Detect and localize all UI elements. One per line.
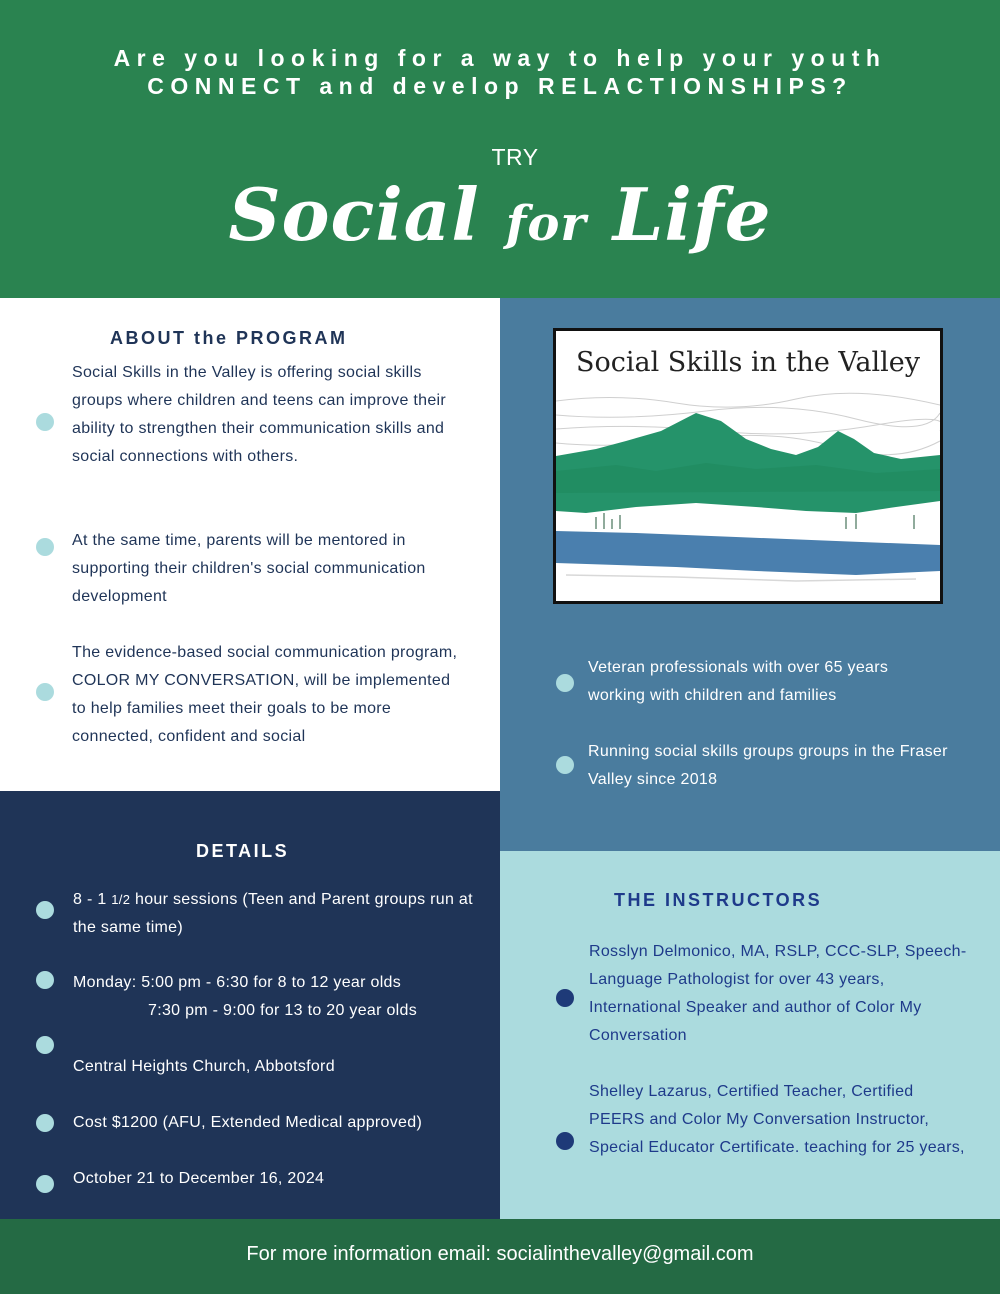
instructors-title: THE INSTRUCTORS: [614, 890, 823, 910]
program-logo: [553, 328, 943, 604]
details-cost: Cost $1200 (AFU, Extended Medical approved): [73, 1114, 423, 1131]
highlight-item-2: Running social skills groups groups in the Fraser Valley since 2018: [588, 743, 948, 788]
bullet-dot-icon: [36, 683, 54, 701]
details-session-rest: hour sessions (Teen and Parent groups run at the same time): [73, 891, 473, 936]
about-title: ABOUT the PROGRAM: [110, 328, 348, 348]
details-session-count: 8 - 1: [73, 891, 107, 908]
header-try: TRY: [491, 144, 539, 170]
bullet-dot-icon: [36, 413, 54, 431]
header-question: Are you looking for a way to help your youth CONNECT and develop RELACTIONSHIPS?: [113, 45, 887, 99]
details-location: Central Heights Church, Abbotsford: [73, 1058, 335, 1075]
program-title: [0, 172, 1000, 257]
instructor-item-1: Rosslyn Delmonico, MA, RSLP, CCC-SLP, Speech-Language Pathologist for over 43 years, International Speaker and author of Color My Conversation: [589, 943, 967, 1044]
bullet-dot-icon: [556, 674, 574, 692]
details-sessions: [73, 886, 473, 942]
details-schedule: [73, 969, 473, 1025]
highlights-section: [500, 298, 1000, 851]
details-dates: October 21 to December 16, 2024: [73, 1170, 325, 1187]
program-title-life: Life: [612, 172, 772, 257]
highlight-item-1: Veteran professionals with over 65 years working with children and families: [588, 659, 889, 704]
footer-contact: [0, 1219, 1000, 1294]
details-schedule-line2: 7:30 pm - 9:00 for 13 to 20 year olds: [148, 1002, 418, 1019]
footer-contact-text: For more information email: socialinthevalley@gmail.com: [246, 1243, 754, 1265]
bullet-dot-icon: [556, 756, 574, 774]
bullet-dot-icon: [36, 971, 54, 989]
details-session-fraction: 1/2: [111, 892, 131, 907]
logo-text: Social Skills in the Valley: [575, 347, 921, 378]
about-section: [0, 298, 500, 791]
header-banner: [0, 0, 1000, 298]
about-item-2: At the same time, parents will be mentored in supporting their children's social communication development: [72, 532, 426, 605]
instructor-item-2: Shelley Lazarus, Certified Teacher, Certified PEERS and Color My Conversation Instructor, Special Educator Certificate. teaching for 25 years,: [589, 1083, 965, 1156]
details-title: DETAILS: [196, 841, 290, 861]
bullet-dot-icon: [36, 901, 54, 919]
about-item-3: The evidence-based social communication program, COLOR MY CONVERSATION, will be implemented to help families meet their goals to be more connected, confident and social: [72, 644, 458, 745]
program-title-social: Social: [228, 172, 480, 257]
bullet-dot-icon: [556, 989, 574, 1007]
details-section: [0, 791, 500, 1219]
details-schedule-line1: Monday: 5:00 pm - 6:30 for 8 to 12 year olds: [73, 974, 402, 991]
program-title-for: for: [505, 196, 587, 252]
bullet-dot-icon: [36, 1114, 54, 1132]
bullet-dot-icon: [36, 1175, 54, 1193]
bullet-dot-icon: [36, 1036, 54, 1054]
instructors-section: [500, 851, 1000, 1219]
about-item-1: Social Skills in the Valley is offering social skills groups where children and teens can improve their ability to strengthen their communication skills and social connections with others.: [72, 364, 447, 465]
bullet-dot-icon: [36, 538, 54, 556]
bullet-dot-icon: [556, 1132, 574, 1150]
